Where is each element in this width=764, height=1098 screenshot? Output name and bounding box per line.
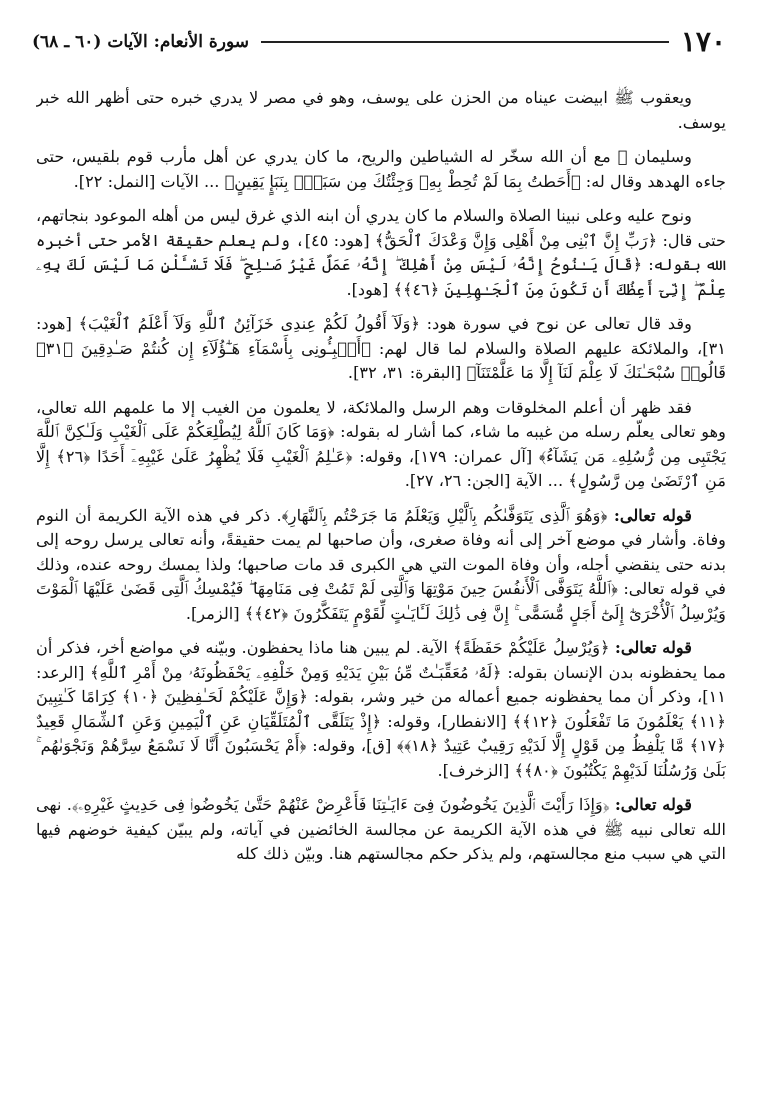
header-rule <box>261 41 669 43</box>
running-head: سورة الأنعام: الآيات (٦٠ ـ ٦٨) <box>32 32 250 52</box>
paragraph-text: فقد ظهر أن أعلم المخلوقات وهم الرسل والملائكة، لا يعلمون من الغيب إلا ما علمهم الله تعالى، وهو تعالى يعلّم رسله من غيبه ما شاء، كما أشار له بقوله: ﴿وَمَا كَانَ ٱللَّهُ لِيُطْلِعَكُمْ عَلَى ٱلْغَيْبِ وَلَـٰكِنَّ ٱللَّهَ يَجْتَبِى مِن رُّسُلِهِۦ مَن يَشَآءُ﴾ [آل عمران: ١٧٩]، وقوله: ﴿عَـٰلِمُ ٱلْغَيْبِ فَلَا يُظْهِرُ عَلَىٰ غَيْبِهِۦٓ أَحَدًا ﴿٢٦﴾ إِلَّا مَنِ ٱرْتَضَىٰ مِن رَّسُولٍ﴾ ... الآية [الجن: ٢٦، ٢٧]. <box>36 397 726 490</box>
paragraph-text: ﴿وَيُرْسِلُ عَلَيْكُمْ حَفَظَةً﴾ الآية. لم يبين هنا ماذا يحفظون. وبيّنه في مواضع أخر، فذكر أن مما يحفظونه بدن الإنسان بقوله: ﴿لَهُۥ مُعَقِّبَـٰتٌ مِّنۢ بَيْنِ يَدَيْهِ وَمِنْ خَلْفِهِۦ يَحْفَظُونَهُۥ مِنْ أَمْرِ ٱللَّهِ﴾ [الرعد: ١١]، وذكر أن مما يحفظونه جميع أعماله من خير وشر، بقوله: ﴿وَإِنَّ عَلَيْكُمْ لَحَـٰفِظِينَ ﴿١٠﴾ كِرَامًا كَـٰتِبِينَ ﴿١١﴾ يَعْلَمُونَ مَا تَفْعَلُونَ ﴿١٢﴾﴾ [الانفطار]، وقوله: ﴿إِذْ يَتَلَقَّى ٱلْمُتَلَقِّيَانِ عَنِ ٱلْيَمِينِ وَعَنِ ٱلشِّمَالِ قَعِيدٌ ﴿١٧﴾ مَّا يَلْفِظُ مِن قَوْلٍ إِلَّا لَدَيْهِ رَقِيبٌ عَتِيدٌ ﴿١٨﴾﴾ [ق]، وقوله: ﴿أَمْ يَحْسَبُونَ أَنَّا لَا نَسْمَعُ سِرَّهُمْ وَنَجْوَىٰهُم ۚ بَلَىٰ وَرُسُلُنَا لَدَيْهِمْ يَكْتُبُونَ ﴿٨٠﴾﴾ [الزخرف]. <box>36 638 726 780</box>
paragraph <box>36 86 726 135</box>
paragraph <box>36 636 726 783</box>
paragraph <box>36 312 726 386</box>
paragraph-label: قوله تعالى: <box>613 505 692 525</box>
paragraph-text: ﴿وَإِذَا رَأَيْتَ ٱلَّذِينَ يَخُوضُونَ فِىٓ ءَايَـٰتِنَا فَأَعْرِضْ عَنْهُمْ حَتَّىٰ يَخُوضُوا۟ فِى حَدِيثٍ غَيْرِهِۦ﴾. نهى الله تعالى نبيه ﷺ في هذه الآية الكريمة عن مجالسة الخائضين في آياته، ولم يبيّن كيفية خوضهم فيها التي هي سبب منع مجالستهم، ولم يذكر حكم مجالستهم هنا. وبيّن ذلك كله <box>36 795 726 863</box>
paragraph-text: ﴿وَهُوَ ٱلَّذِى يَتَوَفَّىٰكُم بِٱلَّيْلِ وَيَعْلَمُ مَا جَرَحْتُم بِٱلنَّهَارِ﴾. ذكر في هذه الآية الكريمة أن النوم وفاة. وأشار في موضع آخر إلى أنه وفاة صغرى، وأن صاحبها لم يمت حقيقةً، وأنه تعالى يرسل روحه إلى بدنه حتى ينقضي أجله، وأن وفاة الموت التي هي الكبرى قد مات صاحبها؛ ولذا يمسك روحه عنده، وذلك في قوله تعالى: ﴿ٱللَّهُ يَتَوَفَّى ٱلْأَنفُسَ حِينَ مَوْتِهَا وَٱلَّتِى لَمْ تَمُتْ فِى مَنَامِهَا ۖ فَيُمْسِكُ ٱلَّتِى قَضَىٰ عَلَيْهَا ٱلْمَوْتَ وَيُرْسِلُ ٱلْأُخْرَىٰٓ إِلَىٰٓ أَجَلٍ مُّسَمًّى ۚ إِنَّ فِى ذَٰلِكَ لَـَٔايَـٰتٍ لِّقَوْمٍ يَتَفَكَّرُونَ ﴿٤٢﴾﴾ [الزمر]. <box>36 505 726 623</box>
paragraph-text: وقد قال تعالى عن نوح في سورة هود: ﴿وَلَآ أَقُولُ لَكُمْ عِندِى خَزَآئِنُ ٱللَّهِ وَلَآ أَعْلَمُ ٱلْغَيْبَ﴾ [هود: ٣١]، والملائكة عليهم الصلاة والسلام لما قال لهم: ﴿أَنۢبِـُٔونِى بِأَسْمَآءِ هَـٰٓؤُلَآءِ إِن كُنتُمْ صَـٰدِقِينَ ﴿٣١﴾ قَالُوا۟ سُبْحَـٰنَكَ لَا عِلْمَ لَنَآ إِلَّا مَا عَلَّمْتَنَآ﴾ [البقرة: ٣١، ٣٢]. <box>36 314 726 382</box>
paragraph-text: وسليمان ﷺ مع أن الله سخّر له الشياطين والريح، ما كان يدري عن أهل مأرب قوم بلقيس، حتى جاءه الهدهد وقال له: ﴿أَحَطتُ بِمَا لَمْ تُحِطْ بِهِۦ وَجِئْتُكَ مِن سَبَإٍۭ بِنَبَإٍ يَقِينٍ﴾ ... الآيات [النمل: ٢٢]. <box>36 147 726 191</box>
paragraph <box>36 204 726 302</box>
paragraph <box>36 145 726 194</box>
paragraph-text: ويعقوب ﷺ ابيضت عيناه من الحزن على يوسف، وهو في مصر لا يدري خبره حتى أظهر الله خبر يوسف. <box>36 88 726 132</box>
page-header <box>32 22 726 62</box>
paragraph-label: قوله تعالى: <box>614 638 692 657</box>
paragraph <box>36 793 726 867</box>
paragraph-label: قوله تعالى: <box>614 795 692 814</box>
page-body <box>36 86 726 1090</box>
page-number: ١٧٠ <box>680 25 726 58</box>
paragraph <box>36 504 726 627</box>
paragraph-text: ونوح عليه وعلى نبينا الصلاة والسلام ما كان يدري أن ابنه الذي غرق ليس من أهله الموعود بنجاتهم، حتى قال: ﴿رَبِّ إِنَّ ٱبْنِى مِنْ أَهْلِى وَإِنَّ وَعْدَكَ ٱلْحَقُّ﴾ [هود: ٤٥]، ولم يعلم حقيقة الأمر حتى أخبره الله بقوله: ﴿قَالَ يَـٰنُوحُ إِنَّهُۥ لَيْسَ مِنْ أَهْلِكَ ۖ إِنَّهُۥ عَمَلٌ غَيْرُ صَـٰلِحٍ ۖ فَلَا تَسْـَٔلْنِ مَا لَيْسَ لَكَ بِهِۦ عِلْمٌ ۖ إِنِّىٓ أَعِظُكَ أَن تَكُونَ مِنَ ٱلْجَـٰهِلِينَ ﴿٤٦﴾﴾ [هود]. <box>36 206 726 299</box>
paragraph <box>36 396 726 494</box>
